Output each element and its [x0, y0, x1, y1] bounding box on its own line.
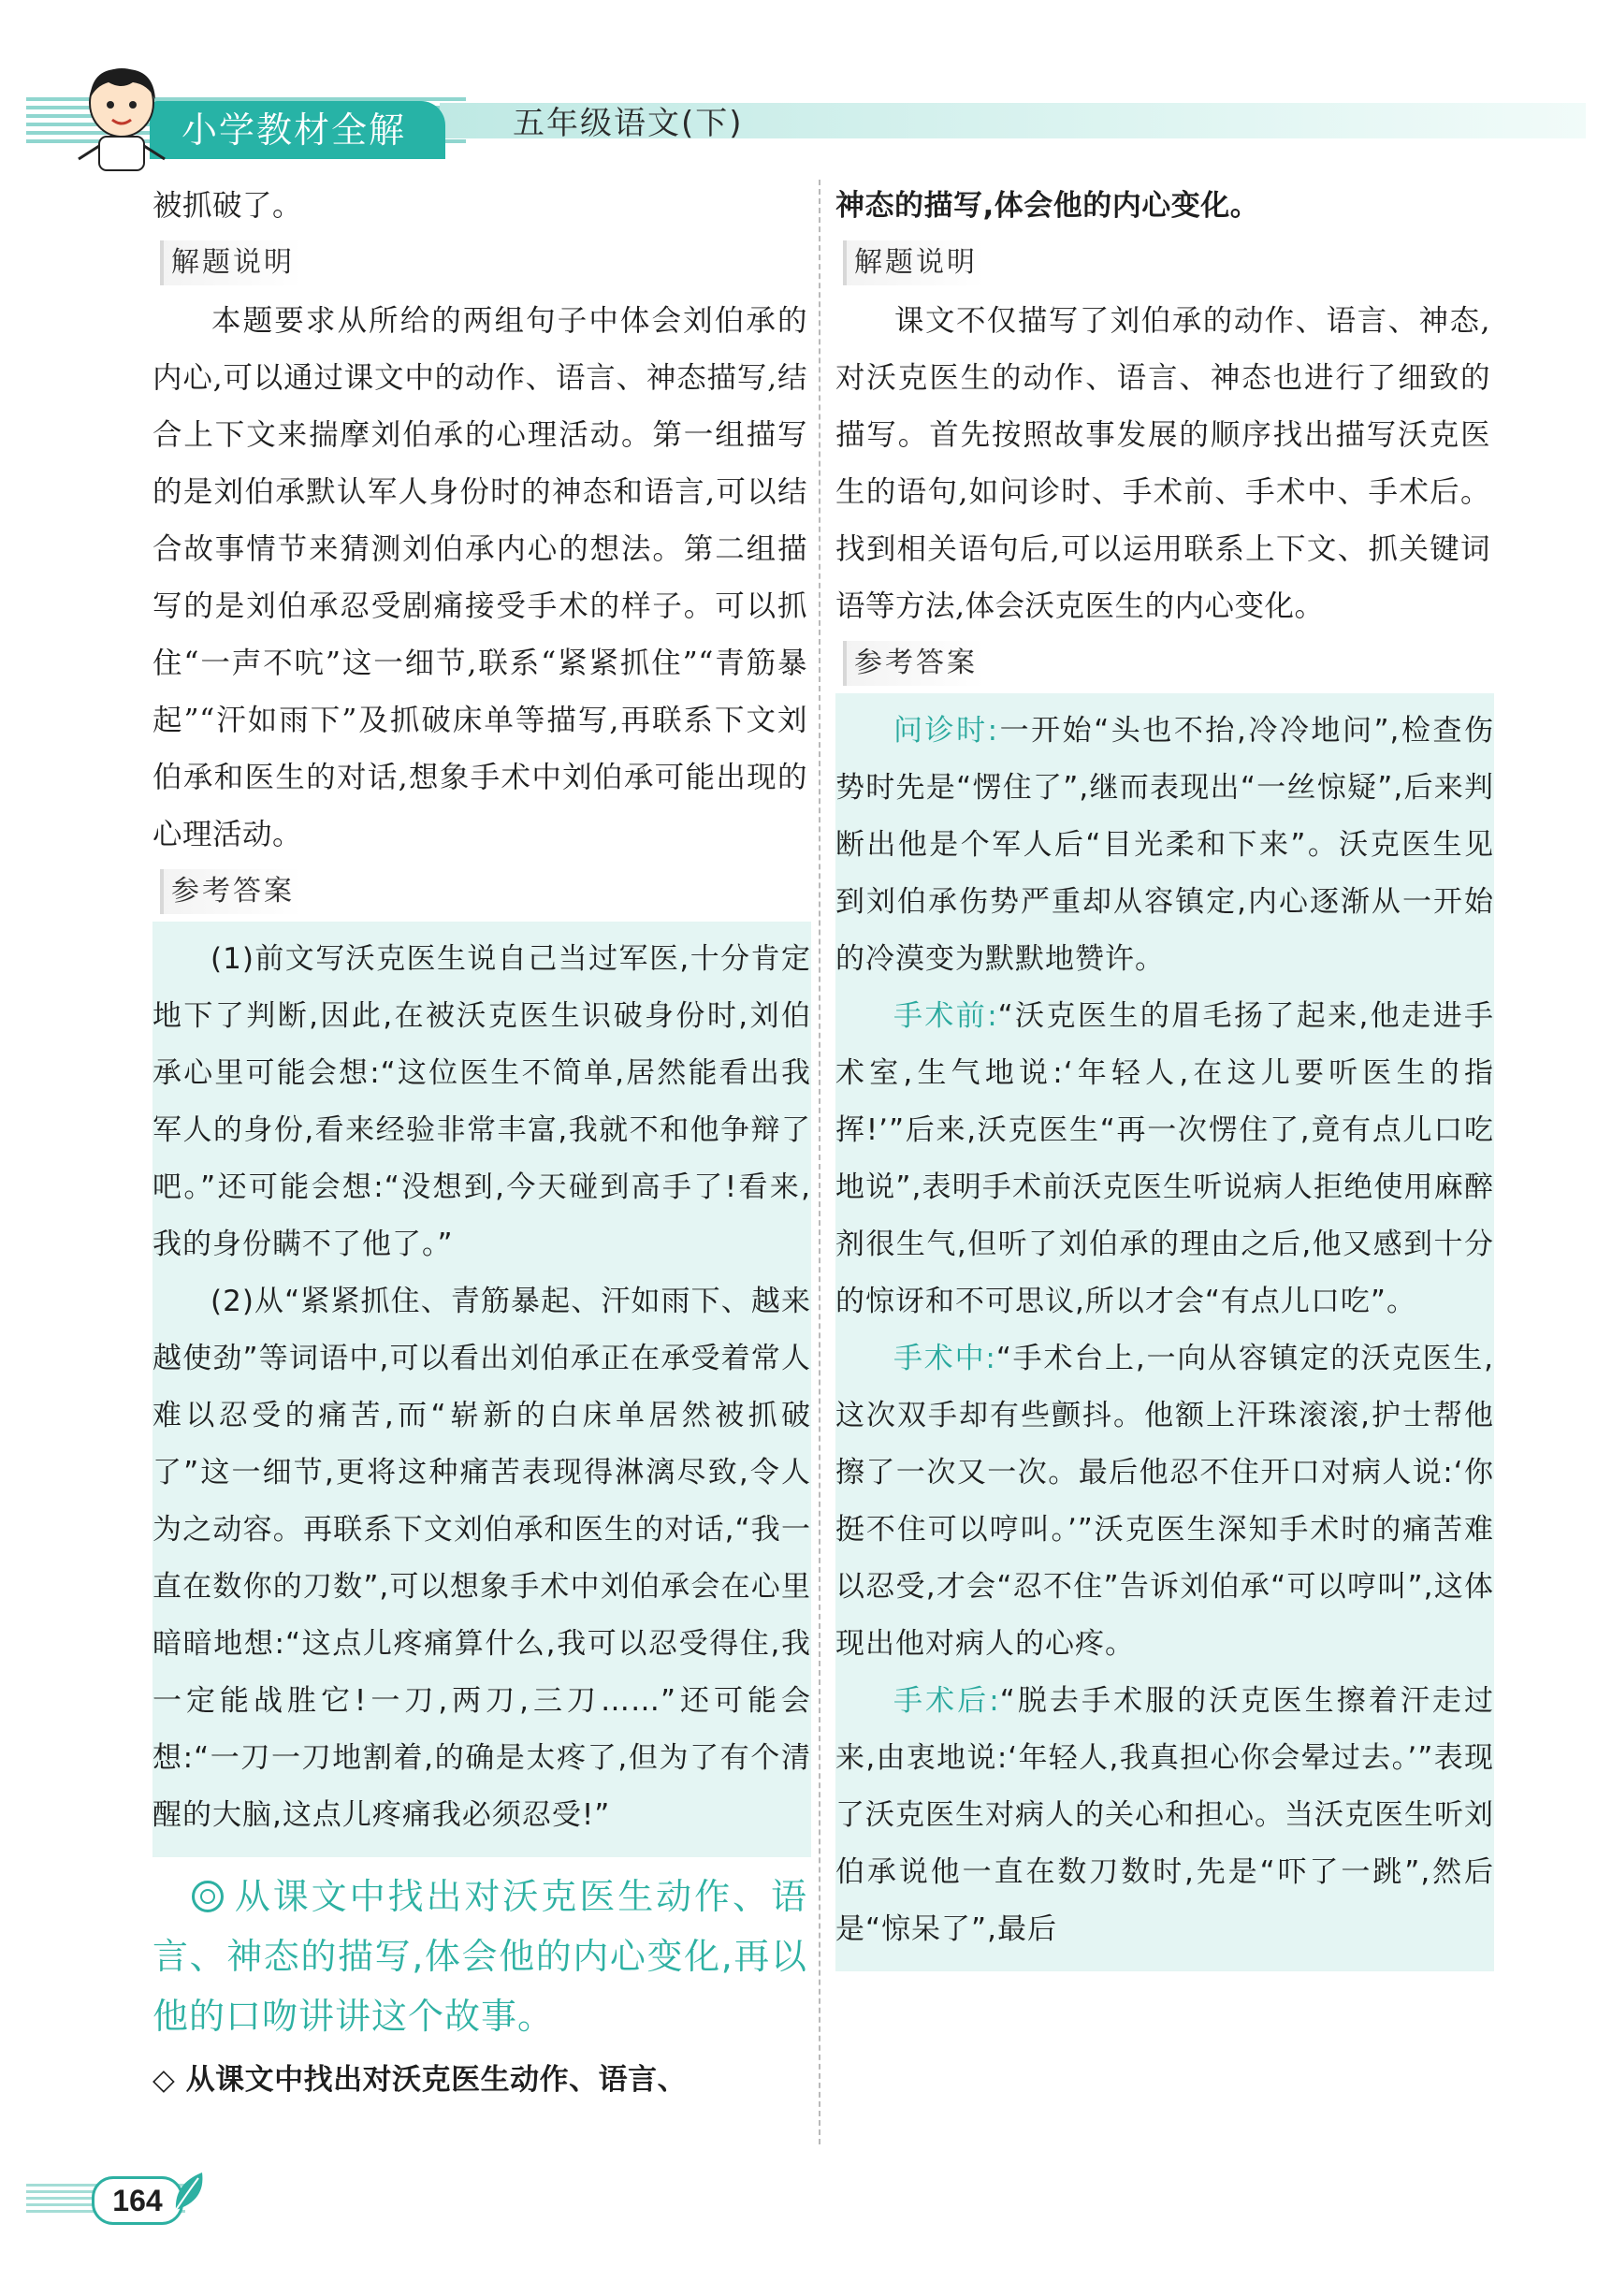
answer-consultation — [835, 703, 1494, 988]
answer-label: 参考答案 — [160, 869, 302, 914]
answer-box — [152, 922, 811, 1857]
answer-label: 参考答案 — [843, 641, 985, 686]
answer-before-surgery — [835, 988, 1494, 1330]
book-title: 小学教材全解 — [150, 101, 445, 159]
spiral-task-icon — [192, 1881, 224, 1912]
boy-mascot-icon — [67, 62, 176, 178]
answer-text: “手术台上,一向从容镇定的沃克医生,这次双手却有些颤抖。他额上汗珠滚滚,护士帮他擦了一次又一次。最后他忍不住开口对病人说:‘你挺不住可以哼叫。’”沃克医生深知手术时的痛苦难以忍受,才会“忍不住”告诉刘伯承“可以哼叫”,这体现出他对病人的心疼。 — [835, 1342, 1494, 1661]
task-prompt — [152, 1867, 807, 2046]
explanation-paragraph: 本题要求从所给的两组句子中体会刘伯承的内心,可以通过课文中的动作、语言、神态描写,结合上下文来揣摩刘伯承的心理活动。第一组描写的是刘伯承默认军人身份时的神态和语言,可以结合故事情节来猜测刘伯承内心的想法。第二组描写的是刘伯承忍受剧痛接受手术的样子。可以抓住“一声不吭”这一细节,联系“紧紧抓住”“青筋暴起”“汗如雨下”及抓破床单等描写,再联系下文刘伯承和医生的对话,想象手术中刘伯承可能出现的心理活动。 — [152, 304, 807, 851]
leaf-icon — [170, 2169, 208, 2216]
answer-text: 一开始“头也不抬,冷冷地问”,检查伤势时先是“愣住了”,继而表现出“一丝惊疑”,后来判断出他是个军人后“目光柔和下来”。沃克医生见到刘伯承伤势严重却从容镇定,内心逐渐从一开始的冷漠变为默默地赞许。 — [835, 714, 1495, 976]
answer-paragraph-2: (2)从“紧紧抓住、青筋暴起、汗如雨下、越来越使劲”等词语中,可以看出刘伯承正在承受着常人难以忍受的痛苦,而“崭新的白床单居然被抓破了”这一细节,更将这种痛苦表现得淋漓尽致,令人为之动容。再联系下文刘伯承和医生的对话,“我一直在数你的刀数”,可以想象手术中刘伯承会在心里暗暗地想:“这点儿疼痛算什么,我可以忍受得住,我一定能战胜它!一刀,两刀,三刀……”还可能会想:“一刀一刀地割着,的确是太疼了,但为了有个清醒的大脑,这点儿疼痛我必须忍受!” — [152, 1285, 811, 1832]
right-column — [835, 178, 1495, 1971]
column-divider — [819, 180, 820, 2144]
explanation-label: 解题说明 — [160, 240, 302, 285]
page-number: 164 — [92, 2176, 183, 2225]
grade-title: 五年级语文(下) — [513, 105, 744, 142]
question-continuation: 神态的描写,体会他的内心变化。 — [835, 189, 1260, 223]
answer-lead: 手术前: — [893, 999, 998, 1033]
answer-text: “沃克医生的眉毛扬了起来,他走进手术室,生气地说:‘年轻人,在这儿要听医生的指挥!’”后来,沃克医生“再一次愣住了,竟有点儿口吃地说”,表明手术前沃克医生听说病人拒绝使用麻醉剂很生气,但听了刘伯承的理由之后,他又感到十分的惊讶和不可思议,所以才会“有点儿口吃”。 — [835, 999, 1494, 1318]
left-column — [152, 178, 811, 2109]
task-text: 从课文中找出对沃克医生动作、语言、神态的描写,体会他的内心变化,再以他的口吻讲讲这个故事。 — [152, 1876, 807, 2037]
explanation-label: 解题说明 — [843, 240, 985, 285]
explanation-paragraph: 课文不仅描写了刘伯承的动作、语言、神态,对沃克医生的动作、语言、神态也进行了细致的描写。首先按照故事发展的顺序找出描写沃克医生的语句,如问诊时、手术前、手术中、手术后。找到相关语句后,可以运用联系上下文、抓关键词语等方法,体会沃克医生的内心变化。 — [835, 304, 1490, 623]
answer-text: “脱去手术服的沃克医生擦着汗走过来,由衷地说:‘年轻人,我真担心你会晕过去。’”表现了沃克医生对病人的关心和担心。当沃克医生听刘伯承说他一直在数刀数时,先是“吓了一跳”,然后是“惊呆了”,最后 — [835, 1684, 1494, 1946]
answer-lead: 手术后: — [893, 1684, 1000, 1718]
continued-line: 被抓破了。 — [152, 189, 303, 223]
answer-box — [835, 693, 1494, 1971]
answer-paragraph-1: (1)前文写沃克医生说自己当过军医,十分肯定地下了判断,因此,在被沃克医生识破身份时,刘伯承心里可能会想:“这位医生不简单,居然能看出我军人的身份,看来经验非常丰富,我就不和他争辩了吧。”还可能会想:“没想到,今天碰到高手了!看来,我的身份瞒不了他了。” — [152, 942, 811, 1261]
question-line: ◇ 从课文中找出对沃克医生动作、语言、 — [152, 2063, 688, 2097]
answer-lead: 问诊时: — [893, 714, 999, 748]
answer-after-surgery — [835, 1673, 1494, 1958]
answer-lead: 手术中: — [893, 1342, 996, 1375]
answer-during-surgery — [835, 1330, 1494, 1673]
